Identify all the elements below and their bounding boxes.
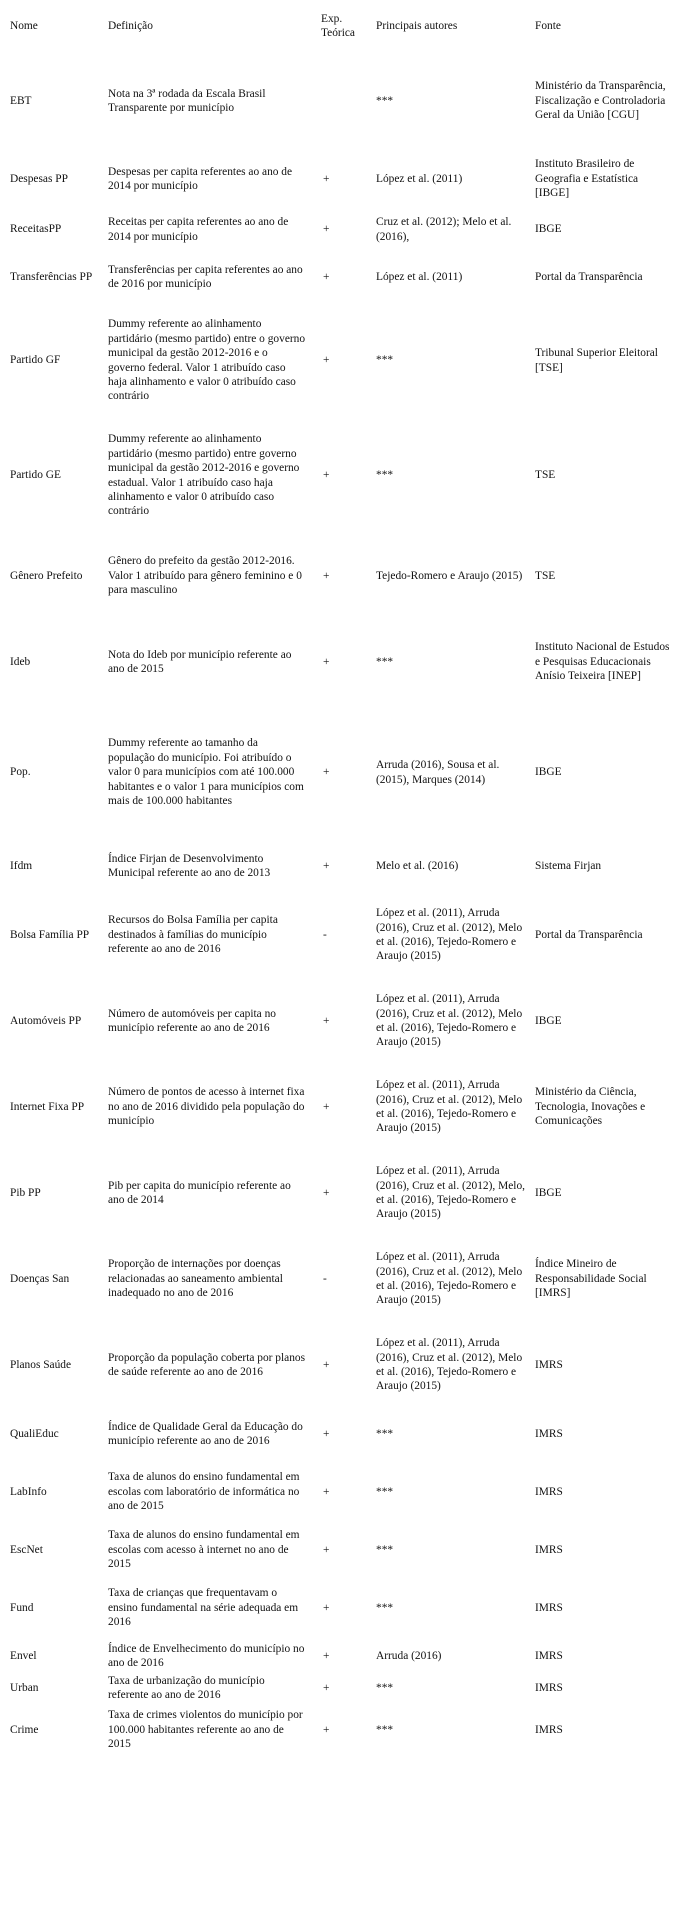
cell-definition: Índice Firjan de Desenvolvimento Municipal referente ao ano de 2013: [108, 852, 271, 879]
table-row: [0, 418, 673, 533]
cell-expected: +: [323, 1427, 330, 1440]
table-row: [0, 533, 673, 619]
cell-name: Pib PP: [10, 1186, 41, 1199]
cell-expected: +: [323, 859, 330, 872]
cell-authors: López et al. (2011), Arruda (2016), Cruz et al. (2012), Melo et al. (2016), Tejedo-Romero e Araujo (2015): [376, 1337, 523, 1393]
header-row: [0, 0, 673, 52]
cell-definition: Dummy referente ao alinhamento partidário (mesmo partido) entre governo municipal da gestão 2012-2016 e governo estadual. Valor 1 atribuído caso haja alinhamento e valor 0 atribuído caso contrário: [108, 433, 300, 518]
table-row: [0, 208, 673, 251]
cell-expected: -: [323, 1272, 327, 1285]
cell-source: IMRS: [535, 1485, 563, 1498]
cell-name: LabInfo: [10, 1485, 47, 1498]
cell-source: IBGE: [535, 766, 562, 779]
cell-authors: Arruda (2016), Sousa et al. (2015), Marques (2014): [376, 759, 500, 786]
cell-authors: López et al. (2011), Arruda (2016), Cruz et al. (2012), Melo et al. (2016), Tejedo-Romero e Araujo (2015): [376, 993, 523, 1049]
cell-source: TSE: [535, 469, 556, 482]
cell-expected: +: [323, 1681, 330, 1694]
cell-definition: Nota do Ideb por município referente ao ano de 2015: [108, 648, 292, 675]
cell-definition: Dummy referente ao tamanho da população do município. Foi atribuído o valor 0 para municípios com até 100.000 habitantes e o valor 1 para municípios com mais de 100.000 habitantes: [108, 737, 304, 808]
cell-name: Ideb: [10, 655, 31, 668]
cell-name: Transferências PP: [10, 270, 93, 283]
cell-authors: López et al. (2011), Arruda (2016), Cruz et al. (2012), Melo et al. (2016), Tejedo-Romero e Araujo (2015): [376, 1079, 523, 1135]
cell-expected: +: [323, 766, 330, 779]
table-row: [0, 840, 673, 892]
table-body: [0, 52, 673, 1756]
cell-expected: +: [323, 1543, 330, 1556]
cell-authors: ***: [376, 1485, 394, 1498]
table-row: [0, 1704, 673, 1756]
cell-authors: Melo et al. (2016): [376, 859, 459, 872]
cell-source: IMRS: [535, 1543, 563, 1556]
cell-authors: López et al. (2011): [376, 172, 463, 185]
header-source: Fonte: [535, 19, 561, 32]
cell-definition: Número de pontos de acesso à internet fixa no ano de 2016 dividido pela população do município: [108, 1086, 305, 1128]
cell-source: IMRS: [535, 1358, 563, 1371]
cell-source: IMRS: [535, 1427, 563, 1440]
table-row: [0, 1408, 673, 1460]
cell-authors: ***: [376, 354, 394, 367]
cell-expected: +: [323, 1186, 330, 1199]
cell-authors: ***: [376, 1427, 394, 1440]
cell-expected: +: [323, 569, 330, 582]
table-row: [0, 303, 673, 418]
cell-name: Internet Fixa PP: [10, 1100, 85, 1113]
table-row: [0, 1322, 673, 1408]
cell-authors: López et al. (2011), Arruda (2016), Cruz et al. (2012), Melo et al. (2016), Tejedo-Romero e Araujo (2015): [376, 1251, 523, 1307]
cell-definition: Taxa de crianças que frequentavam o ensino fundamental na série adequada em 2016: [108, 1587, 299, 1629]
cell-source: Instituto Brasileiro de Geografia e Estatística [IBGE]: [535, 158, 639, 200]
cell-definition: Receitas per capita referentes ao ano de 2014 por município: [108, 216, 289, 243]
cell-definition: Proporção da população coberta por planos de saúde referente ao ano de 2016: [108, 1351, 306, 1378]
table-row: [0, 251, 673, 303]
cell-definition: Índice de Qualidade Geral da Educação do município referente ao ano de 2016: [108, 1420, 303, 1447]
cell-authors: ***: [376, 1601, 394, 1614]
cell-definition: Taxa de alunos do ensino fundamental em escolas com laboratório de informática no ano de 2015: [108, 1471, 300, 1513]
cell-name: ReceitasPP: [10, 223, 62, 236]
cell-source: IBGE: [535, 1014, 562, 1027]
cell-definition: Número de automóveis per capita no município referente ao ano de 2016: [108, 1007, 276, 1034]
cell-definition: Despesas per capita referentes ao ano de 2014 por município: [108, 165, 293, 192]
table-row: [0, 1064, 673, 1150]
cell-authors: López et al. (2011): [376, 270, 463, 283]
header-expected: Exp. Teórica: [321, 12, 355, 39]
cell-name: Fund: [10, 1601, 34, 1614]
cell-definition: Taxa de urbanização do município referente ao ano de 2016: [108, 1674, 265, 1701]
cell-source: Tribunal Superior Eleitoral [TSE]: [535, 347, 658, 374]
cell-expected: +: [323, 354, 330, 367]
table-row: [0, 1236, 673, 1322]
table-row: [0, 1672, 673, 1704]
cell-authors: ***: [376, 1543, 394, 1556]
cell-expected: +: [323, 1485, 330, 1498]
cell-source: IMRS: [535, 1723, 563, 1736]
cell-authors: Cruz et al. (2012); Melo et al. (2016),: [376, 216, 512, 243]
cell-name: Ifdm: [10, 859, 33, 872]
cell-name: EBT: [10, 94, 32, 107]
cell-expected: +: [323, 1723, 330, 1736]
cell-name: Gênero Prefeito: [10, 569, 83, 582]
table-row: [0, 1640, 673, 1672]
cell-expected: +: [323, 1358, 330, 1371]
table-row: [0, 892, 673, 978]
cell-name: Partido GF: [10, 354, 61, 367]
cell-definition: Recursos do Bolsa Família per capita destinados à famílias do município referente ao ano de 2016: [108, 914, 278, 956]
cell-name: Despesas PP: [10, 172, 68, 185]
header-authors: Principais autores: [376, 19, 458, 32]
header-definition: Definição: [108, 19, 153, 32]
cell-source: IMRS: [535, 1681, 563, 1694]
cell-source: IMRS: [535, 1649, 563, 1662]
cell-authors: López et al. (2011), Arruda (2016), Cruz et al. (2012), Melo, et al. (2016), Tejedo-Romero e Araujo (2015): [376, 1165, 525, 1221]
cell-definition: Gênero do prefeito da gestão 2012-2016. Valor 1 atribuído para gênero feminino e 0 para masculino: [108, 555, 302, 597]
cell-definition: Nota na 3ª rodada da Escala Brasil Transparente por município: [108, 87, 266, 114]
table-row: [0, 978, 673, 1064]
cell-authors: ***: [376, 655, 394, 668]
table-row: [0, 1576, 673, 1640]
cell-name: Urban: [10, 1681, 39, 1694]
cell-expected: +: [323, 1649, 330, 1662]
cell-definition: Dummy referente ao alinhamento partidário (mesmo partido) entre o governo municipal da gestão 2012-2016 e o governo federal. Valor 1 atribuído caso haja alinhamento e valor 0 atribuído caso contrário: [108, 318, 306, 403]
cell-authors: ***: [376, 94, 394, 107]
cell-expected: +: [323, 1100, 330, 1113]
cell-name: Pop.: [10, 766, 31, 779]
header-name: Nome: [10, 19, 38, 32]
cell-source: IBGE: [535, 1186, 562, 1199]
cell-authors: Arruda (2016): [376, 1649, 442, 1662]
cell-name: Bolsa Família PP: [10, 928, 90, 941]
cell-expected: -: [323, 928, 327, 941]
cell-name: EscNet: [10, 1543, 43, 1556]
cell-expected: +: [323, 469, 330, 482]
cell-name: QualiEduc: [10, 1427, 59, 1440]
cell-expected: +: [323, 172, 330, 185]
cell-source: Ministério da Ciência, Tecnologia, Inovações e Comunicações: [535, 1086, 646, 1128]
table-row: [0, 705, 673, 840]
cell-source: Portal da Transparência: [535, 270, 643, 283]
cell-authors: López et al. (2011), Arruda (2016), Cruz et al. (2012), Melo et al. (2016), Tejedo-Romero e Araujo (2015): [376, 907, 523, 963]
cell-source: IBGE: [535, 223, 562, 236]
table-row: [0, 150, 673, 208]
cell-source: Instituto Nacional de Estudos e Pesquisas Educacionais Anísio Teixeira [INEP]: [535, 641, 670, 683]
cell-definition: Transferências per capita referentes ao ano de 2016 por município: [108, 263, 303, 290]
cell-expected: +: [323, 1014, 330, 1027]
cell-name: Crime: [10, 1723, 39, 1736]
cell-authors: ***: [376, 1681, 394, 1694]
cell-source: Ministério da Transparência, Fiscalização e Controladoria Geral da União [CGU]: [535, 80, 666, 122]
table-row: [0, 1524, 673, 1576]
cell-source: Portal da Transparência: [535, 928, 643, 941]
table-row: [0, 619, 673, 705]
cell-definition: Proporção de internações por doenças relacionadas ao saneamento ambiental inadequado no ano de 2016: [108, 1258, 283, 1300]
cell-expected: [311, 52, 366, 150]
cell-expected: +: [323, 1601, 330, 1614]
cell-source: IMRS: [535, 1601, 563, 1614]
cell-definition: Pib per capita do município referente ao ano de 2014: [108, 1179, 291, 1206]
cell-authors: Tejedo-Romero e Araujo (2015): [376, 569, 523, 582]
cell-name: Doenças San: [10, 1272, 70, 1285]
cell-expected: +: [323, 270, 330, 283]
cell-name: Automóveis PP: [10, 1014, 82, 1027]
cell-authors: ***: [376, 469, 394, 482]
table-row: [0, 52, 673, 150]
cell-definition: Taxa de crimes violentos do município por 100.000 habitantes referente ao ano de 2015: [108, 1709, 303, 1751]
table-row: [0, 1460, 673, 1524]
cell-expected: +: [323, 655, 330, 668]
cell-source: Índice Mineiro de Responsabilidade Social [IMRS]: [535, 1258, 647, 1300]
cell-source: Sistema Firjan: [535, 859, 602, 872]
cell-expected: +: [323, 223, 330, 236]
table-row: [0, 1150, 673, 1236]
cell-name: Envel: [10, 1649, 37, 1662]
cell-source: TSE: [535, 569, 556, 582]
cell-name: Planos Saúde: [10, 1358, 72, 1371]
cell-authors: ***: [376, 1723, 394, 1736]
cell-name: Partido GE: [10, 469, 61, 482]
cell-definition: Índice de Envelhecimento do município no ano de 2016: [108, 1642, 305, 1669]
cell-definition: Taxa de alunos do ensino fundamental em escolas com acesso à internet no ano de 2015: [108, 1529, 300, 1571]
